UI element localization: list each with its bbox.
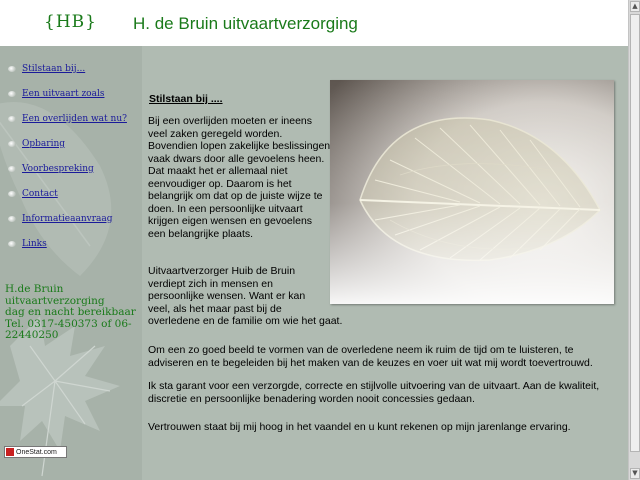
sidebar-link[interactable]: Een uitvaart zoals — [22, 88, 105, 99]
contact-line: 22440250 — [5, 329, 59, 342]
sidebar-link[interactable]: Voorbespreking — [22, 163, 94, 174]
leaf-skeleton-photo — [330, 80, 614, 304]
scroll-down-arrow-icon[interactable]: ▼ — [630, 468, 640, 479]
bullet-icon — [8, 91, 16, 97]
about-paragraph — [148, 265, 363, 328]
sidebar-item-voorbespreking[interactable] — [8, 156, 127, 181]
bullet-icon — [8, 216, 16, 222]
site-title: H. de Bruin uitvaartverzorging — [133, 14, 358, 33]
text-line: belangrijk om dat op de juiste wijze te — [148, 190, 323, 202]
main-content — [142, 46, 628, 480]
text-line: Bovendien lopen zakelijke beslissingen — [148, 140, 331, 152]
text-line: Uitvaartverzorger Huib de Bruin — [148, 265, 296, 277]
bullet-icon — [8, 191, 16, 197]
sidebar-item-opbaring[interactable] — [8, 131, 127, 156]
site-logo: {HB} — [44, 12, 97, 32]
sidebar-link[interactable]: Stilstaan bij... — [22, 63, 86, 74]
sidebar-link[interactable]: Contact — [22, 188, 58, 199]
text-line: doen. In een persoonlijke uitvaart — [148, 202, 303, 215]
contact-line: H.de Bruin — [5, 283, 64, 295]
intro-paragraph — [148, 115, 358, 240]
bullet-icon — [8, 141, 16, 147]
sidebar-nav — [8, 56, 127, 256]
text-line: discretie en persoonlijke benadering worden nooit concessies gedaan. — [148, 392, 475, 405]
sidebar-link[interactable]: Opbaring — [22, 138, 66, 149]
counter-label: OneStat.com — [16, 448, 57, 456]
text-line: Vertrouwen staat bij mij hoog in het vaandel en u kunt rekenen op mijn jarenlange ervaring. — [148, 421, 571, 433]
bullet-icon — [8, 66, 16, 72]
text-line: Om een zo goed beeld te vormen van de overledene neem ik ruim de tijd om te luisteren, te — [148, 344, 574, 356]
text-line: veel zaken geregeld worden. — [148, 127, 283, 140]
text-line: een belangrijke plaats. — [148, 227, 254, 240]
bullet-icon — [8, 166, 16, 172]
text-line: veel, als het maar past bij de — [148, 302, 282, 315]
sidebar-item-informatieaanvraag[interactable] — [8, 206, 127, 231]
sidebar — [0, 46, 142, 480]
contact-line: uitvaartverzorging — [5, 294, 105, 307]
guarantee-paragraph — [148, 380, 618, 405]
scrollbar-thumb[interactable] — [630, 14, 640, 452]
page-header — [0, 0, 628, 46]
text-line: overledene en de familie om wie het gaat. — [148, 315, 343, 327]
onestat-icon — [6, 448, 14, 456]
contact-line: Tel. 0317-450373 of 06- — [5, 317, 132, 330]
text-line: persoonlijke wensen. Want er kan — [148, 290, 306, 302]
text-line: verdiept zich in mensen en — [148, 277, 273, 290]
text-line: eenvoudiger op. Daarom is het — [148, 177, 292, 190]
bullet-icon — [8, 116, 16, 122]
trust-paragraph — [148, 421, 618, 434]
text-line: vaak dwars door alle gevoelens heen. — [148, 152, 325, 165]
sidebar-item-overlijden[interactable] — [8, 106, 127, 131]
sidebar-link[interactable]: Informatieaanvraag — [22, 213, 113, 224]
text-line: adviseren en te begeleiden bij het maken van de keuzes en voer uit wat mij wordt toevertrouwd. — [148, 356, 593, 369]
sidebar-item-een-uitvaart[interactable] — [8, 81, 127, 106]
bullet-icon — [8, 241, 16, 247]
contact-line: dag en nacht bereikbaar — [5, 306, 136, 319]
sidebar-item-links[interactable] — [8, 231, 127, 256]
sidebar-item-stilstaan[interactable] — [8, 56, 127, 81]
text-line: Bij een overlijden moeten er ineens — [148, 115, 313, 127]
contact-info — [5, 284, 140, 342]
sidebar-item-contact[interactable] — [8, 181, 127, 206]
sidebar-link[interactable]: Een overlijden wat nu? — [22, 113, 127, 124]
sidebar-link[interactable]: Links — [22, 238, 47, 249]
scroll-up-arrow-icon[interactable]: ▲ — [630, 1, 640, 12]
text-line: krijgen eigen wensen en gevoelens — [148, 215, 313, 227]
page-heading: Stilstaan bij .... — [149, 93, 223, 105]
text-line: Ik sta garant voor een verzorgde, correcte en stijlvolle uitvoering van de uitvaart. Aan de kwaliteit, — [148, 380, 600, 392]
text-line: Dat maakt het er allemaal niet — [148, 165, 288, 177]
approach-paragraph — [148, 344, 618, 369]
vertical-scrollbar[interactable] — [628, 0, 640, 480]
onestat-counter-badge[interactable] — [4, 446, 67, 458]
